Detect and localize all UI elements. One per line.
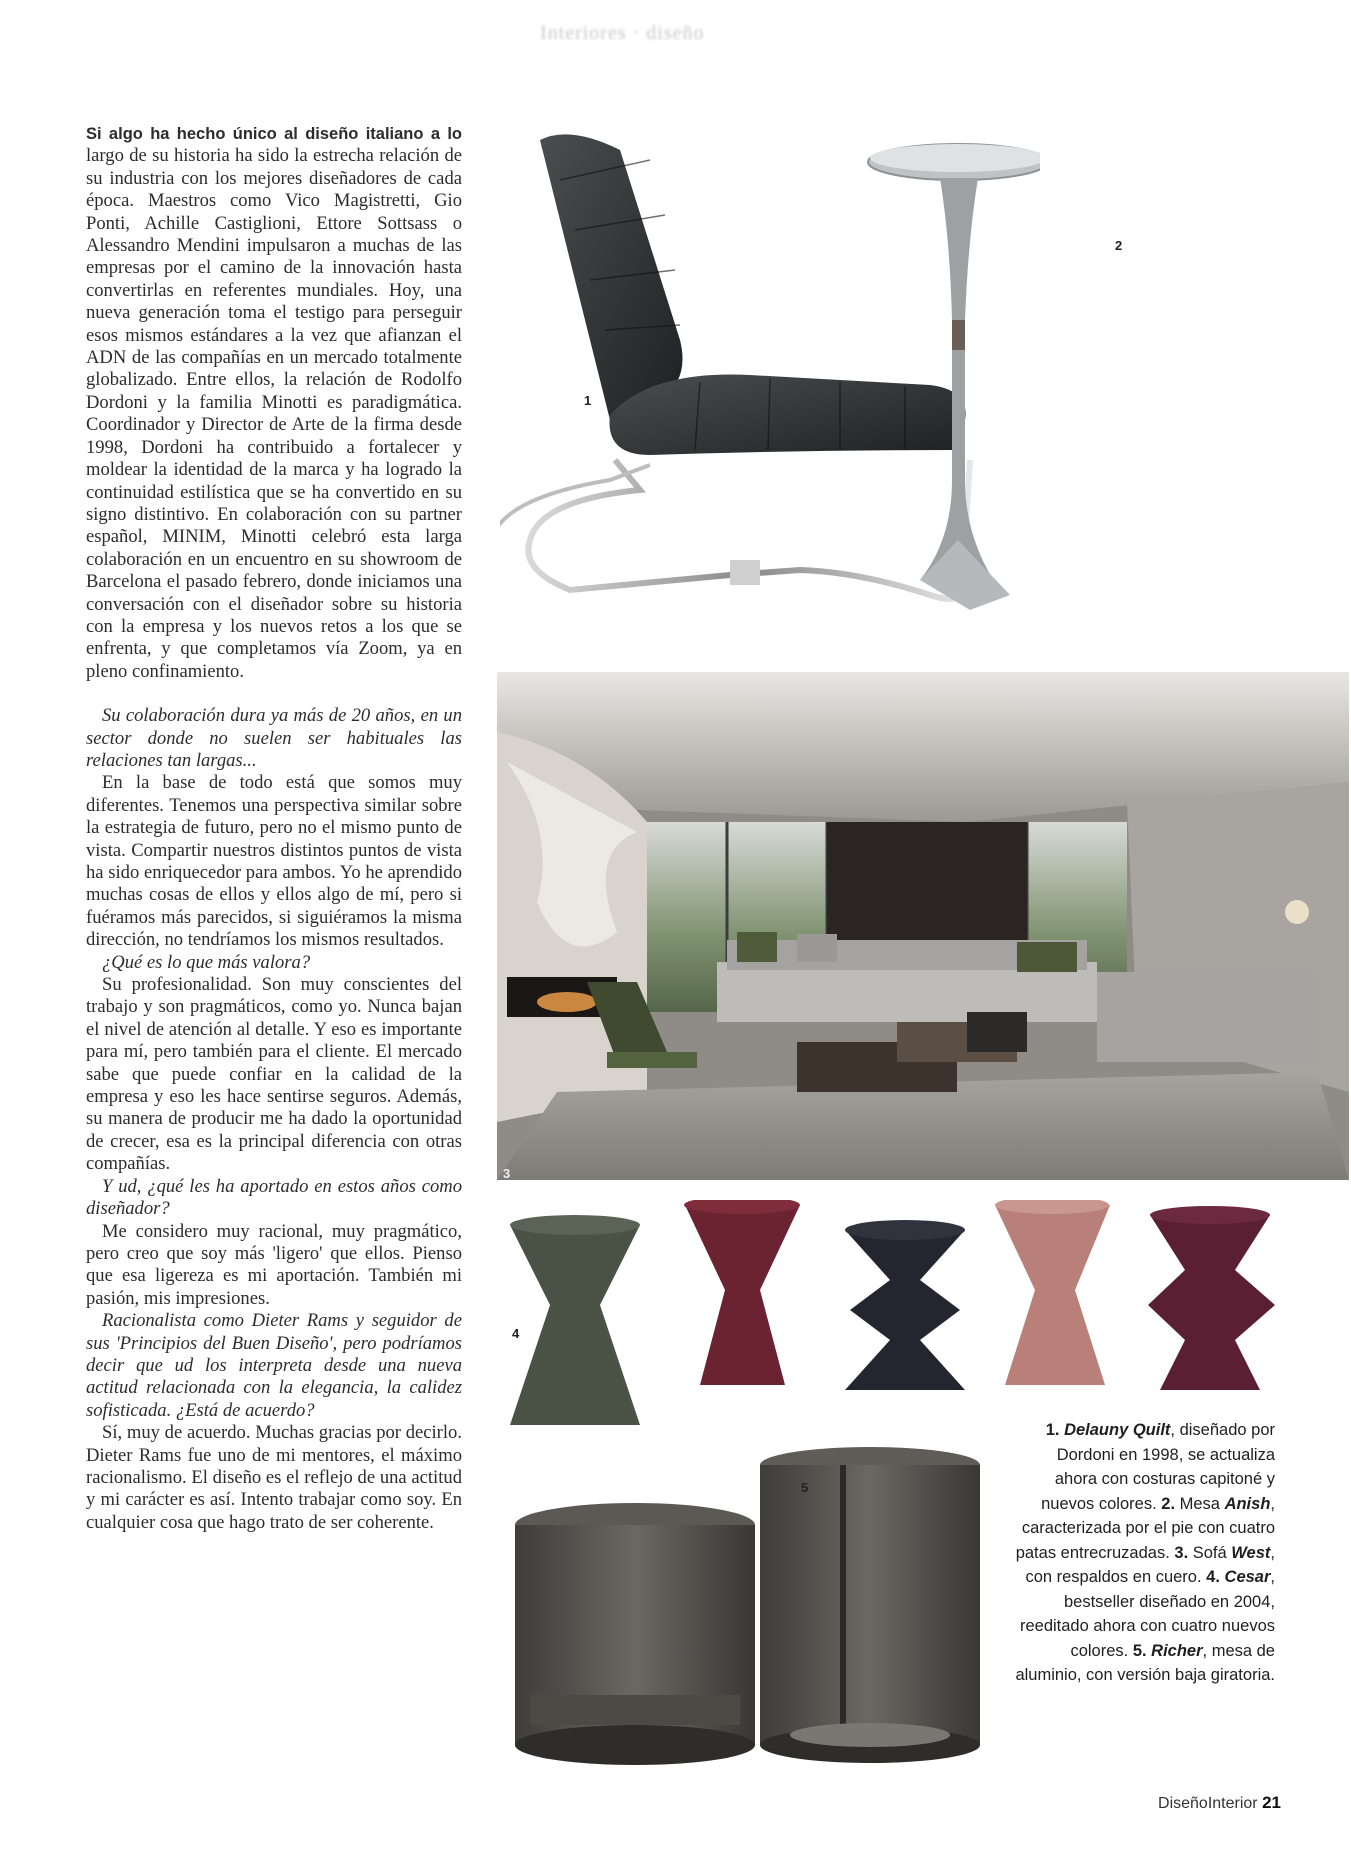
caption-2-prefix: Mesa <box>1175 1494 1225 1513</box>
stools-illustration <box>500 1200 1330 1430</box>
photo-richer-tables <box>510 1445 1000 1775</box>
richer-tables-illustration <box>510 1445 1000 1775</box>
caption-2-number: 2. <box>1161 1494 1176 1513</box>
caption-2-name: Anish <box>1224 1494 1271 1513</box>
question-1: Su colaboración dura ya más de 20 años, en un sector donde no suelen ser habituales las relaciones tan largas... <box>86 705 462 771</box>
photo-number-3: 3 <box>503 1166 511 1181</box>
page-folio <box>1158 1793 1281 1813</box>
photo-caption <box>1010 1418 1275 1688</box>
lead-body-text: largo de su historia ha sido la estrecha relación de su industria con los mejores diseñadores de cada época. Maestros como Vico Magistretti, Gio Ponti, Achille Castiglioni, Ettore Sottsass o Alessandro Mendini impulsaron a muchas de las empresas por el camino de la innovación hasta convertirlas en referentes mundiales. Hoy, una nueva generación toma el testigo para perseguir esos mismos estándares a la vez que afianzan el ADN de las compañías en un mercado totalmente globalizado. Entre ellos, la relación de Rodolfo Dordoni y la familia Minotti es paradigmática. Coordinador y Director de Arte de la firma desde 1998, Dordoni ha contribuido a fortalecer y moldear la identidad de la marca y ha logrado la continuidad estilística que se ha convertido en su signo distintivo. En colaboración con su partner español, MINIM, Minotti celebró esta larga colaboración en un encuentro en su showroom de Barcelona el pasado febrero, donde iniciamos una conversación con el diseñador sobre su historia con la empresa y los nuevos retos a los que se enfrenta, y que completamos vía Zoom, ya en pleno confinamiento. <box>86 145 462 682</box>
caption-3-number: 3. <box>1174 1543 1189 1562</box>
magazine-name: DiseñoInterior <box>1158 1795 1258 1812</box>
caption-4-text: , bestseller diseñado en 2004, reeditado ahora con cuatro nuevos colores. <box>1019 1568 1275 1660</box>
photo-number-2: 2 <box>1115 238 1123 253</box>
living-room-illustration <box>497 672 1349 1180</box>
caption-5-name: Richer <box>1151 1641 1203 1660</box>
article-column <box>86 123 462 1534</box>
answer-4: Sí, muy de acuerdo. Muchas gracias por decirlo. Dieter Rams fue uno de mi mentores, el máximo racionalismo. El diseño es el reflejo de una actitud y mi carácter es así. Intento trabajar como soy. En cualquier cosa que hago trato de ser coherente. <box>86 1422 462 1533</box>
caption-4-name: Cesar <box>1224 1568 1271 1586</box>
answer-2: Su profesionalidad. Son muy conscientes del trabajo y son pragmáticos, como yo. Nunca bajan el nivel de atención al detalle. Y eso es importante para mí, pero también para el cliente. El mercado sabe que puede confiar en la calidad de la empresa y eso les hace sentirse seguros. Además, su manera de producir me ha dado la oportunidad de crecer, esa es la principal diferencia con otras compañías. <box>86 974 462 1175</box>
caption-4-number: 4. <box>1206 1568 1220 1586</box>
caption-5-text: , mesa de aluminio, con versión baja giratoria. <box>1015 1641 1275 1684</box>
caption-1-number: 1. <box>1045 1421 1060 1439</box>
running-head: Interiores · diseño <box>540 22 705 44</box>
caption-5-number: 5. <box>1132 1641 1147 1660</box>
photo-number-1: 1 <box>584 393 592 408</box>
question-4: Racionalista como Dieter Rams y seguidor de sus 'Principios del Buen Diseño', pero podríamos decir que ud los interpreta desde una nueva actitud relacionada con la elegancia, la calidez sofisticada. ¿Está de acuerdo? <box>86 1310 462 1421</box>
lounge-chair-illustration <box>500 120 1040 645</box>
question-3: Y ud, ¿qué les ha aportado en estos años como diseñador? <box>86 1175 462 1220</box>
photo-lounge-chair <box>500 120 1040 645</box>
caption-3-name: West <box>1231 1543 1271 1562</box>
caption-3-prefix: Sofá <box>1188 1543 1232 1562</box>
page-number: 21 <box>1262 1793 1281 1812</box>
answer-1: En la base de todo está que somos muy diferentes. Tenemos una perspectiva similar sobre la estrategia de futuro, pero no el mismo punto de vista. Compartir nuestros distintos puntos de vista ha sido enriquecedor para ambos. Yo he aprendido muchas cosas de ellos y ellos algo de mí, pero si fuéramos más parecidos, si siguiéramos la misma dirección, no tendríamos los mismos resultados. <box>86 772 462 951</box>
photo-cesar-stools <box>500 1200 1330 1430</box>
caption-2-text: , caracterizada por el pie con cuatro patas entrecruzadas. <box>1015 1494 1275 1562</box>
lead-paragraph <box>86 123 462 683</box>
caption-1-name: Delauny Quilt <box>1064 1421 1171 1439</box>
caption-1-text: , diseñado por Dordoni en 1998, se actualiza ahora con costuras capitoné y nuevos colores. <box>1041 1421 1275 1513</box>
photo-living-room <box>497 672 1349 1180</box>
question-2: ¿Qué es lo que más valora? <box>102 951 311 973</box>
caption-3-text: , con respaldos en cuero. <box>1025 1543 1275 1586</box>
answer-3: Me considero muy racional, muy pragmático, pero creo que soy más 'ligero' que ellos. Pienso que esa ligereza es mi aportación. También mi pasión, mis impresiones. <box>86 1220 462 1309</box>
lead-bold-text: Si algo ha hecho único al diseño italiano a lo <box>86 125 462 143</box>
photo-number-5: 5 <box>801 1480 809 1495</box>
photo-number-4: 4 <box>512 1326 520 1341</box>
